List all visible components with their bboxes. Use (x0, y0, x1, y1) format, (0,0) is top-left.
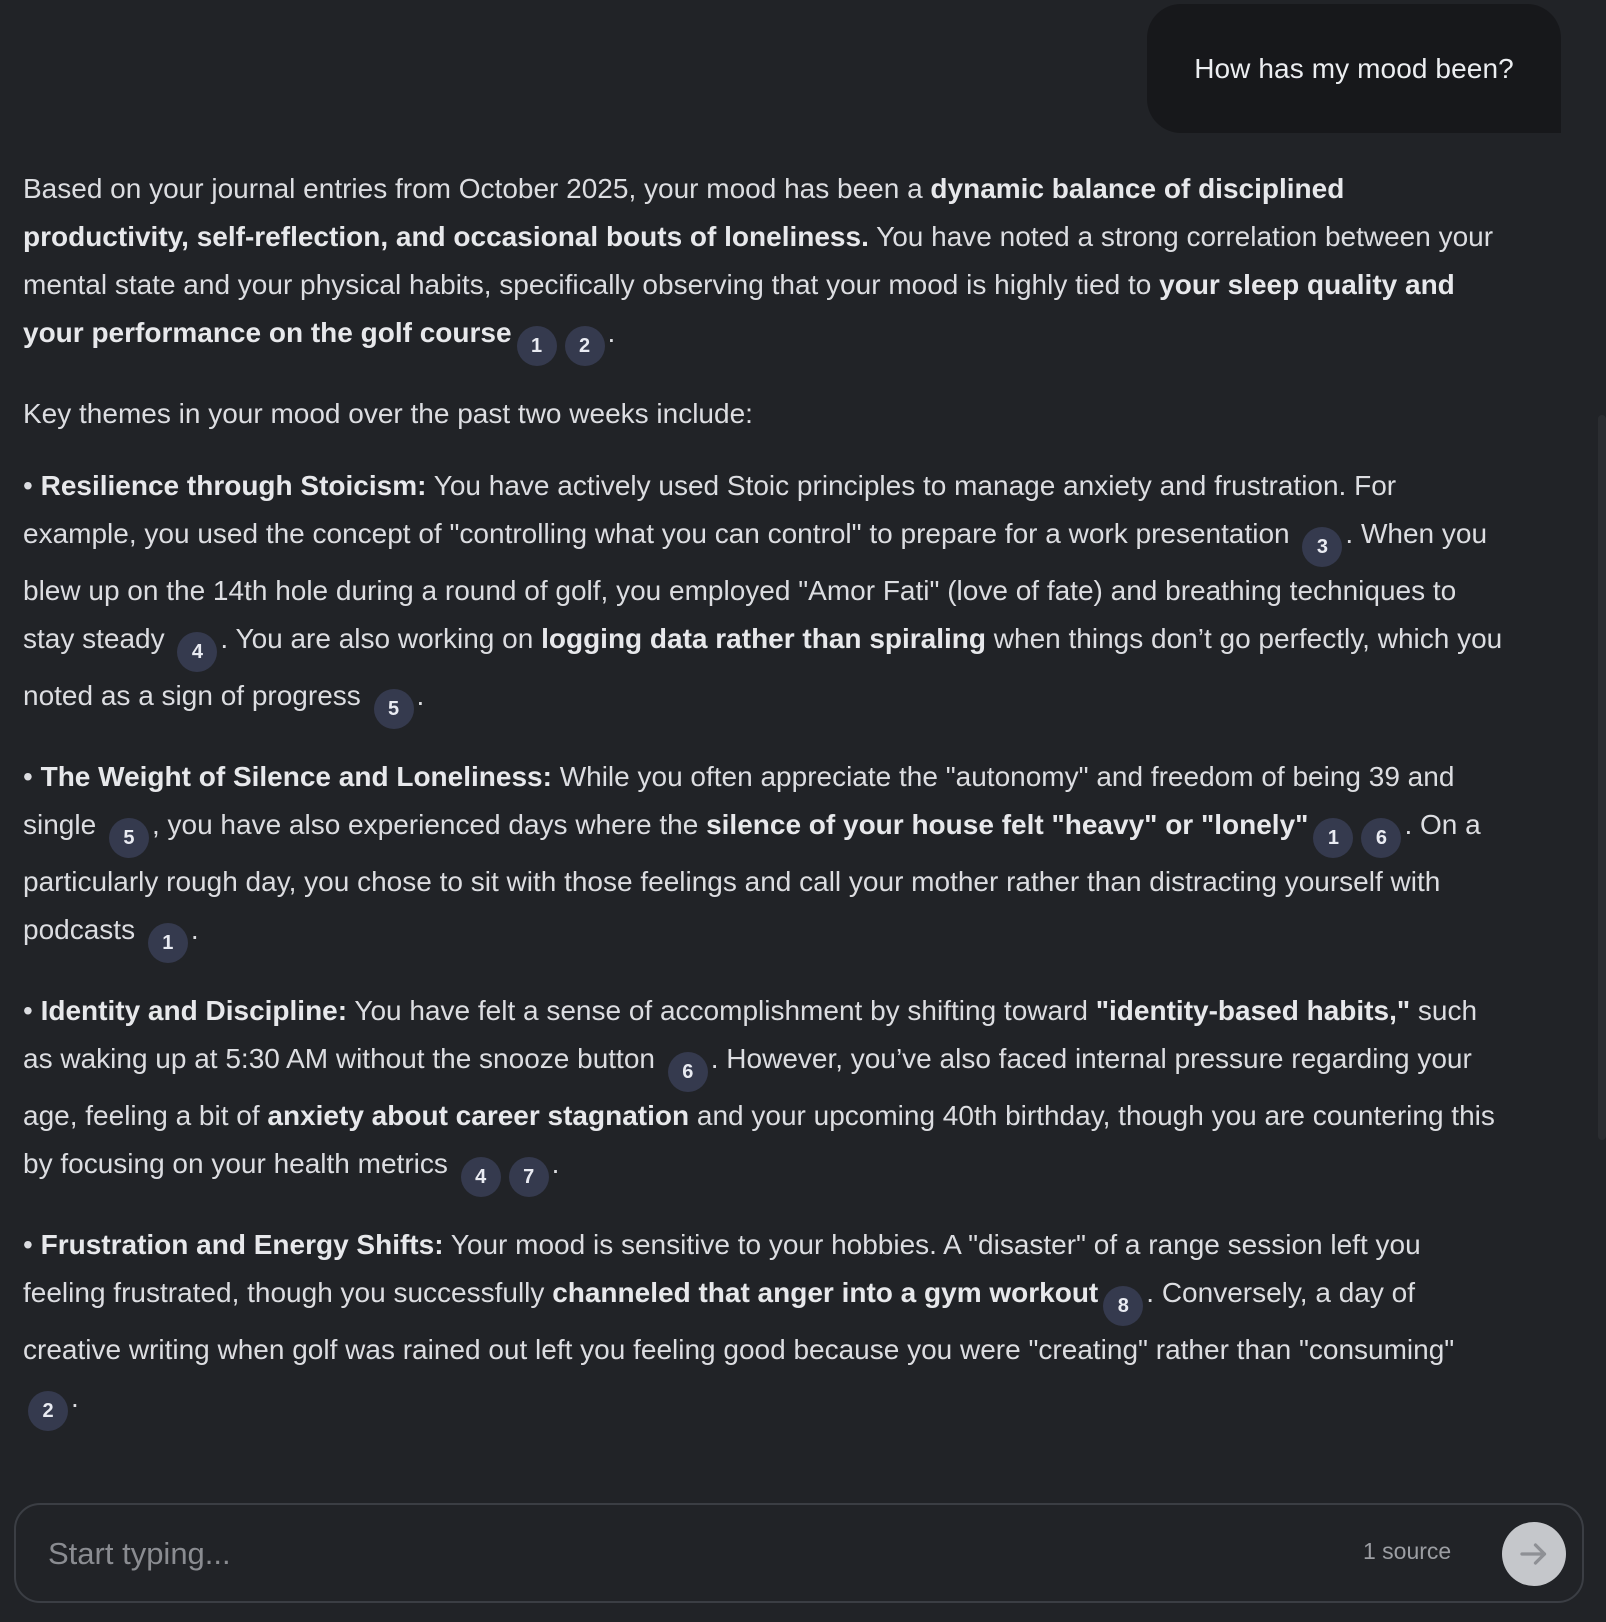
citation-chip[interactable]: 3 (1302, 527, 1342, 567)
theme-item: • The Weight of Silence and Loneliness: While you often appreciate the "autonomy" and freedom of being 39 and single 5 , you have also experienced days where the silence of your house felt "heavy" or "lonely" 1 6 . On a particularly rough day, you chose to sit with those feelings and call your mother rather than distracting yourself with podcasts 1 . (23, 753, 1508, 963)
assistant-response (23, 165, 1508, 1584)
citation-chip[interactable]: 1 (1313, 818, 1353, 858)
chat-composer (14, 1503, 1584, 1603)
citation-chip[interactable]: 1 (148, 923, 188, 963)
user-message-bubble (1147, 4, 1561, 133)
themes-intro: Key themes in your mood over the past two weeks include: (23, 398, 753, 429)
theme-item: • Identity and Discipline: You have felt a sense of accomplishment by shifting toward "identity-based habits," such as waking up at 5:30 AM without the snooze button 6 . However, you’ve also faced internal pressure regarding your age, feeling a bit of anxiety about career stagnation and your upcoming 40th birthday, though you are countering this by focusing on your health metrics 4 7 . (23, 987, 1508, 1197)
theme-item: • Frustration and Energy Shifts: Your mood is sensitive to your hobbies. A "disaster" of a range session left you feeling frustrated, though you successfully channeled that anger into a gym workout 8 . Conversely, a day of creative writing when golf was rained out left you feeling good because you were "creating" rather than "consuming" 2 . (23, 1221, 1508, 1431)
citation-chip[interactable]: 2 (28, 1391, 68, 1431)
theme-item: • Resilience through Stoicism: You have actively used Stoic principles to manage anxiety and frustration. For example, you used the concept of "controlling what you can control" to prepare for a work presentation 3 . When you blew up on the 14th hole during a round of golf, you employed "Amor Fati" (love of fate) and breathing techniques to stay steady 4 . You are also working on logging data rather than spiraling when things don’t go perfectly, which you noted as a sign of progress 5 . (23, 462, 1508, 729)
message-input[interactable] (46, 1525, 1270, 1583)
arrow-right-icon (1516, 1536, 1552, 1572)
source-count-label[interactable]: 1 source (1363, 1538, 1452, 1564)
citation-chip[interactable]: 8 (1103, 1286, 1143, 1326)
citation-chip[interactable]: 1 (517, 326, 557, 366)
citation-chip[interactable]: 6 (668, 1052, 708, 1092)
citation-chip[interactable]: 5 (109, 818, 149, 858)
citation-chip[interactable]: 2 (565, 326, 605, 366)
user-message-text: How has my mood been? (1194, 52, 1514, 84)
send-button[interactable] (1502, 1522, 1566, 1586)
response-intro: Based on your journal entries from October 2025, your mood has been a dynamic balance of disciplined productivity, self-reflection, and occasional bouts of loneliness. You have noted a strong correlation between your mental state and your physical habits, specifically observing that your mood is highly tied to your sleep quality and your performance on the golf course 1 2 . (23, 165, 1508, 366)
citation-chip[interactable]: 7 (509, 1157, 549, 1197)
citation-chip[interactable]: 4 (461, 1157, 501, 1197)
citation-chip[interactable]: 4 (177, 632, 217, 672)
citation-chip[interactable]: 6 (1361, 818, 1401, 858)
citation-chip[interactable]: 5 (374, 689, 414, 729)
scrollbar[interactable] (1598, 415, 1606, 1140)
